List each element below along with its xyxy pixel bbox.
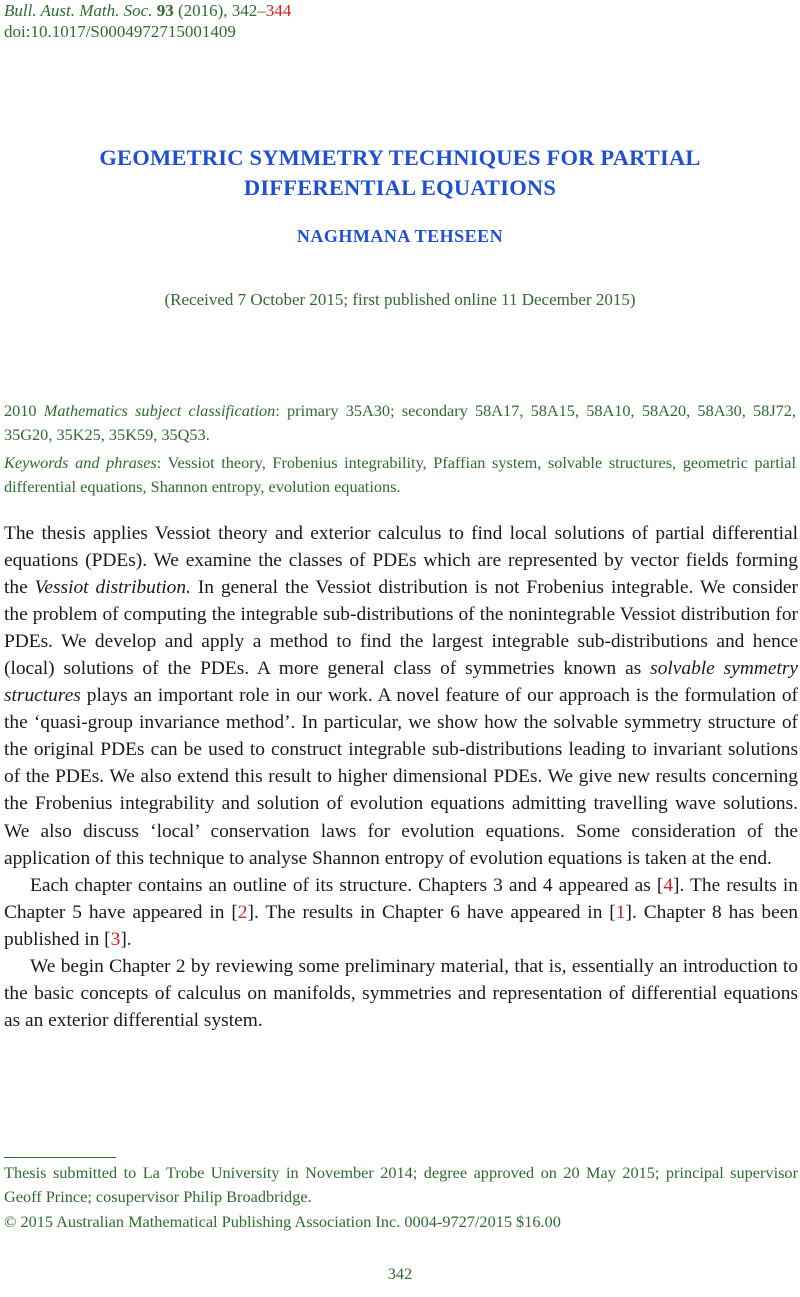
abstract-body [4, 520, 798, 1034]
footnote-divider [4, 1157, 116, 1158]
p2-text-d: ]. Chapter 8 has been published in [ [4, 901, 798, 950]
page-range-end-link[interactable]: 344 [265, 1, 292, 20]
p1-text-c: plays an important role in our work. A novel feature of our approach is the formulation of the ‘quasi-group invariance method’. In particular, we show how the solvable symmetry structure of the original PDEs can be used to construct integrable sub-distributions leading to invariant solutions of the PDEs. We also extend this result to higher dimensional PDEs. We give new results concerning the Frobenius integrability and solution of evolution equations admitting travelling wave solutions. We also discuss ‘local’ conservation laws for evolution equations. Some consideration of the application of this technique to analyse Shannon entropy of evolution equations is taken at the end. [4, 685, 798, 869]
title-line-2: DIFFERENTIAL EQUATIONS [243, 175, 557, 200]
msc-classification [4, 399, 796, 447]
p2-text-b: ]. The results in Chapter 5 have appeared in [ [4, 874, 798, 923]
keywords [4, 451, 796, 499]
page-range-start: 342– [231, 1, 266, 20]
thesis-footnote: Thesis submitted to La Trobe University in November 2014; degree approved on 20 May 2015; principal supervisor Geoff Prince; cosupervisor Philip Broadbridge. [4, 1163, 798, 1206]
msc-label: Mathematics subject classification [43, 401, 276, 420]
journal-name: Bull. Aust. Math. Soc. [4, 1, 153, 20]
keywords-label: Keywords and phrases [4, 453, 157, 472]
citation-line [4, 0, 291, 21]
volume-number: 93 [156, 1, 174, 20]
p1-emphasis-solvable: solvable symmetry structures [4, 658, 798, 707]
msc-codes: : primary 35A30; secondary 58A17, 58A15, 58A10, 58A20, 58A30, 58J72, 35G20, 35K25, 35K59, 35Q53. [4, 401, 797, 444]
p1-text-b: In general the Vessiot distribution is not Frobenius integrable. We consider the problem of computing the integrable sub-distributions of the nonintegrable Vessiot distribution for PDEs. We develop and apply a method to find the largest integrable sub-distributions and hence (local) solutions of the PDEs. A more general class of symmetries known as [4, 577, 798, 680]
doi: doi:10.1017/S0004972715001409 [4, 22, 236, 41]
p1-emphasis-vessiot: Vessiot distribution. [34, 577, 191, 599]
journal-header [4, 0, 291, 42]
citation-link-1[interactable]: 1 [615, 901, 626, 923]
p1-text-a: The thesis applies Vessiot theory and exterior calculus to find local solutions of partial differential equations (PDEs). We examine the classes of PDEs which are represented by vector fields forming the [4, 523, 798, 599]
copyright-notice: © 2015 Australian Mathematical Publishing Association Inc. 0004-9727/2015 $16.00 [4, 1212, 561, 1231]
paragraph-3: We begin Chapter 2 by reviewing some preliminary material, that is, essentially an introduction to the basic concepts of calculus on manifolds, symmetries and representation of differential equations as an exterior differential system. [4, 955, 798, 1031]
year: (2016), [177, 1, 228, 20]
paragraph-1 [4, 520, 798, 872]
msc-year: 2010 [4, 401, 37, 420]
p2-text-a: Each chapter contains an outline of its structure. Chapters 3 and 4 appeared as [ [30, 874, 664, 896]
title-line-1: GEOMETRIC SYMMETRY TECHNIQUES FOR PARTIAL [99, 145, 701, 170]
citation-link-4[interactable]: 4 [663, 874, 674, 896]
author-name: NAGHMANA TEHSEEN [296, 226, 504, 246]
citation-link-2[interactable]: 2 [237, 901, 248, 923]
citation-link-3[interactable]: 3 [110, 928, 121, 950]
paper-title [0, 143, 800, 203]
p2-text-e: ]. [120, 928, 132, 950]
paragraph-2 [4, 872, 798, 953]
keywords-text: : Vessiot theory, Frobenius integrability, Pfaffian system, solvable structures, geometric partial differential equations, Shannon entropy, evolution equations. [4, 453, 796, 496]
p2-text-c: ]. The results in Chapter 6 have appeared in [ [247, 901, 616, 923]
received-date: (Received 7 October 2015; first published online 11 December 2015) [164, 290, 636, 309]
page-number: 342 [387, 1264, 413, 1283]
